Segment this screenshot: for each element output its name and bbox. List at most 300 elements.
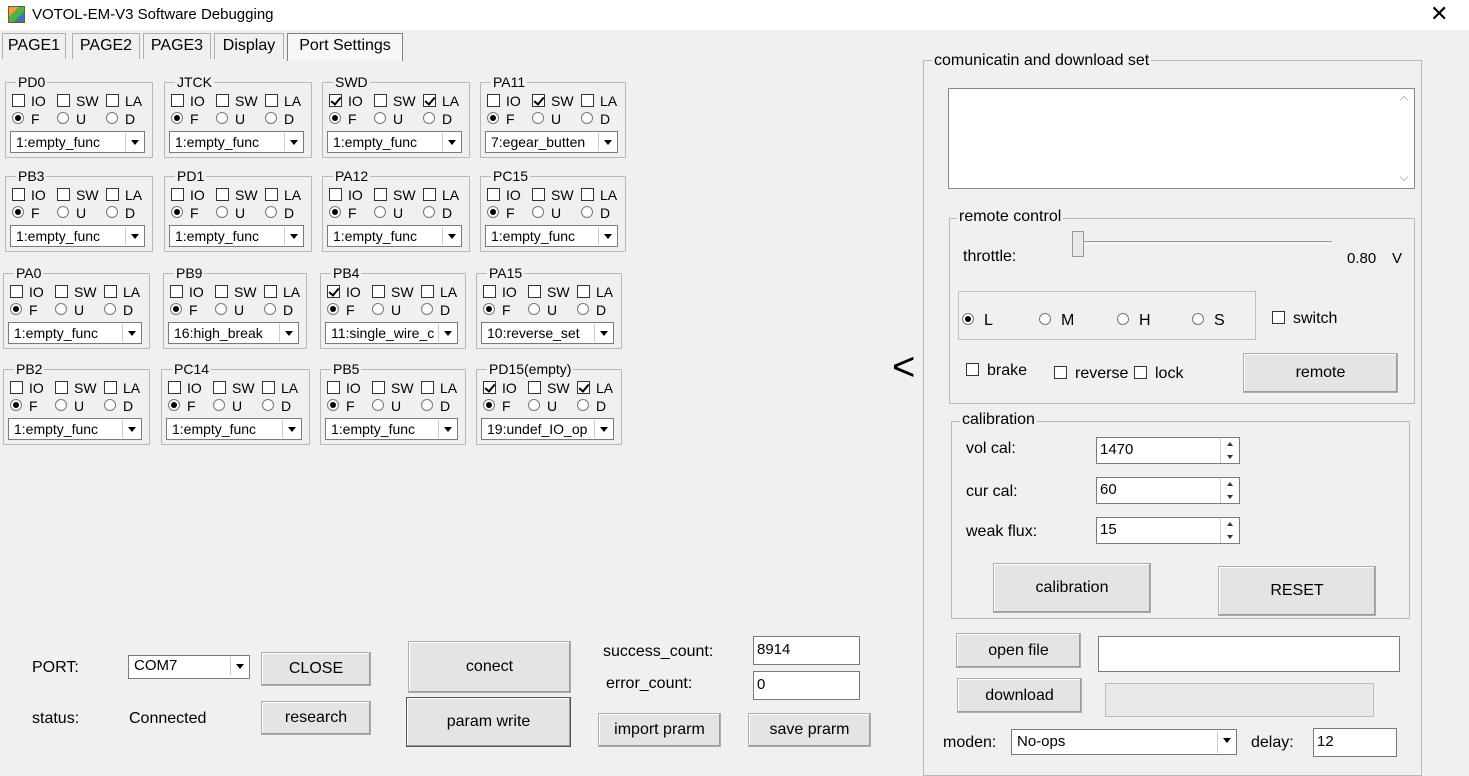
la-checkbox[interactable]	[423, 94, 436, 107]
throttle-label: throttle:	[963, 248, 1017, 265]
open-file-button[interactable]: open file	[956, 633, 1081, 668]
d-mode-label: D	[125, 205, 136, 221]
port-group	[3, 361, 150, 445]
la-checkbox[interactable]	[421, 381, 434, 394]
io-label: IO	[187, 380, 202, 396]
weak-flux-input[interactable]	[1096, 517, 1240, 544]
sw-checkbox[interactable]	[216, 188, 229, 201]
f-radio[interactable]	[10, 399, 22, 411]
u-radio[interactable]	[215, 303, 227, 315]
u-radio[interactable]	[216, 112, 228, 124]
la-checkbox[interactable]	[265, 188, 278, 201]
sw-checkbox[interactable]	[57, 188, 70, 201]
vol-cal-label: vol cal:	[966, 440, 1016, 457]
io-checkbox[interactable]	[10, 381, 23, 394]
comm-panel-title: comunicatin and download set	[934, 52, 1150, 69]
u-mode-label: U	[74, 398, 85, 414]
d-radio[interactable]	[421, 303, 433, 315]
import-param-button[interactable]: import prarm	[598, 713, 721, 747]
sw-checkbox[interactable]	[55, 381, 68, 394]
d-mode-label: D	[600, 205, 611, 221]
la-label: LA	[284, 187, 302, 203]
u-radio[interactable]	[372, 303, 384, 315]
port-group	[480, 168, 626, 252]
io-checkbox[interactable]	[170, 285, 183, 298]
port-group	[320, 361, 466, 445]
d-mode-label: D	[284, 111, 295, 127]
io-checkbox[interactable]	[12, 94, 25, 107]
speed-l-radio[interactable]	[962, 313, 974, 325]
d-radio[interactable]	[265, 112, 277, 124]
port-label: PORT:	[32, 659, 79, 676]
d-radio[interactable]	[423, 206, 435, 218]
sw-checkbox[interactable]	[216, 94, 229, 107]
port-function-select[interactable]	[481, 418, 614, 440]
tab-page1[interactable]: PAGE1	[2, 33, 66, 59]
la-label: LA	[596, 284, 614, 300]
d-radio[interactable]	[421, 399, 433, 411]
la-label: LA	[440, 284, 458, 300]
la-label: LA	[440, 380, 458, 396]
f-radio[interactable]	[327, 303, 339, 315]
port-group	[163, 265, 307, 349]
u-mode-label: U	[232, 398, 243, 414]
port-function-select[interactable]	[325, 418, 458, 440]
la-label: LA	[442, 187, 460, 203]
port-function-select[interactable]	[168, 322, 299, 344]
port-group	[5, 168, 153, 252]
save-param-button[interactable]: save prarm	[748, 713, 871, 747]
cur-cal-spinner[interactable]	[1220, 478, 1239, 503]
tab-display[interactable]: Display	[214, 33, 284, 59]
d-radio[interactable]	[581, 112, 593, 124]
d-mode-label: D	[123, 398, 134, 414]
la-label: LA	[600, 93, 618, 109]
port-group	[164, 74, 312, 158]
u-radio[interactable]	[532, 112, 544, 124]
f-mode-label: F	[29, 398, 38, 414]
io-checkbox[interactable]	[487, 94, 500, 107]
io-label: IO	[506, 93, 521, 109]
speed-s-radio[interactable]	[1192, 313, 1204, 325]
port-name: PA0	[16, 265, 42, 281]
la-checkbox[interactable]	[264, 285, 277, 298]
throttle-slider-track[interactable]	[1074, 241, 1332, 244]
scroll-up-icon[interactable]	[1400, 96, 1408, 104]
io-checkbox[interactable]	[171, 188, 184, 201]
la-label: LA	[596, 380, 614, 396]
port-function-select[interactable]	[10, 225, 145, 247]
d-radio[interactable]	[577, 399, 589, 411]
io-checkbox[interactable]	[329, 188, 342, 201]
lock-checkbox[interactable]	[1134, 366, 1147, 379]
d-radio[interactable]	[104, 399, 116, 411]
u-radio[interactable]	[216, 206, 228, 218]
tab-port-settings[interactable]: Port Settings	[287, 33, 403, 61]
chevron-down-icon[interactable]	[122, 324, 140, 342]
param-write-button[interactable]: param write	[406, 697, 571, 747]
la-label: LA	[281, 380, 299, 396]
sw-checkbox[interactable]	[374, 188, 387, 201]
f-mode-label: F	[506, 205, 515, 221]
u-mode-label: U	[391, 302, 402, 318]
collapse-panel-icon[interactable]: <	[892, 345, 916, 389]
speed-m-label: M	[1061, 312, 1075, 329]
d-mode-label: D	[442, 111, 453, 127]
u-radio[interactable]	[57, 206, 69, 218]
sw-label: SW	[547, 284, 570, 300]
chevron-down-icon[interactable]	[598, 227, 616, 245]
weak-flux-spinner[interactable]	[1220, 518, 1239, 543]
io-checkbox[interactable]	[327, 381, 340, 394]
u-radio[interactable]	[213, 399, 225, 411]
port-group	[476, 361, 622, 445]
chevron-down-icon[interactable]	[230, 657, 248, 675]
la-checkbox[interactable]	[104, 381, 117, 394]
f-radio[interactable]	[170, 303, 182, 315]
port-function-value: 10:reverse_set	[487, 325, 580, 341]
moden-select[interactable]	[1011, 729, 1237, 755]
sw-checkbox[interactable]	[215, 285, 228, 298]
io-label: IO	[348, 187, 363, 203]
d-radio[interactable]	[423, 112, 435, 124]
io-checkbox[interactable]	[483, 285, 496, 298]
io-checkbox[interactable]	[12, 188, 25, 201]
io-label: IO	[502, 380, 517, 396]
chevron-down-icon[interactable]	[594, 324, 612, 342]
sw-checkbox[interactable]	[528, 381, 541, 394]
chevron-down-icon[interactable]	[282, 420, 300, 438]
research-button[interactable]: research	[261, 701, 371, 735]
u-radio[interactable]	[528, 303, 540, 315]
f-radio[interactable]	[12, 112, 24, 124]
u-mode-label: U	[393, 205, 404, 221]
port-name: PB2	[16, 361, 43, 377]
remote-button[interactable]: remote	[1243, 353, 1398, 393]
la-label: LA	[284, 93, 302, 109]
chevron-down-icon[interactable]	[1217, 731, 1235, 753]
port-group	[5, 74, 153, 158]
port-function-value: 1:empty_func	[16, 228, 101, 244]
u-mode-label: U	[76, 205, 87, 221]
port-function-value: 1:empty_func	[175, 134, 260, 150]
f-radio[interactable]	[329, 112, 341, 124]
io-checkbox[interactable]	[329, 94, 342, 107]
port-function-select[interactable]	[481, 322, 614, 344]
brake-label: brake	[987, 362, 1028, 379]
f-radio[interactable]	[329, 206, 341, 218]
cur-cal-value: 60	[1100, 481, 1117, 498]
reset-button[interactable]: RESET	[1218, 566, 1376, 616]
u-mode-label: U	[551, 111, 562, 127]
la-label: LA	[123, 284, 141, 300]
u-mode-label: U	[551, 205, 562, 221]
f-radio[interactable]	[483, 303, 495, 315]
port-name: PA15	[489, 265, 523, 281]
cur-cal-input[interactable]	[1096, 477, 1240, 504]
u-radio[interactable]	[374, 206, 386, 218]
port-function-value: 1:empty_func	[14, 325, 99, 341]
port-name: PD1	[177, 168, 205, 184]
close-icon[interactable]: ✕	[1430, 1, 1449, 26]
port-function-value: 1:empty_func	[333, 134, 418, 150]
scroll-down-icon[interactable]	[1400, 173, 1408, 181]
f-mode-label: F	[190, 205, 199, 221]
d-radio[interactable]	[104, 303, 116, 315]
f-radio[interactable]	[171, 112, 183, 124]
u-radio[interactable]	[55, 399, 67, 411]
success-count-field[interactable]: 8914	[753, 636, 860, 665]
io-label: IO	[31, 187, 46, 203]
port-name: PB5	[333, 361, 360, 377]
d-mode-label: D	[284, 205, 295, 221]
la-checkbox[interactable]	[581, 188, 594, 201]
speed-m-radio[interactable]	[1039, 313, 1051, 325]
sw-checkbox[interactable]	[374, 94, 387, 107]
port-name: PD0	[18, 74, 46, 90]
chevron-down-icon[interactable]	[279, 324, 297, 342]
d-radio[interactable]	[106, 206, 118, 218]
cur-cal-label: cur cal:	[966, 483, 1018, 500]
chevron-down-icon[interactable]	[594, 420, 612, 438]
chevron-down-icon[interactable]	[442, 227, 460, 245]
u-mode-label: U	[74, 302, 85, 318]
la-checkbox[interactable]	[104, 285, 117, 298]
tab-page3[interactable]: PAGE3	[143, 33, 211, 59]
chevron-down-icon[interactable]	[598, 133, 616, 151]
chevron-down-icon[interactable]	[125, 133, 143, 151]
port-function-select[interactable]	[327, 225, 462, 247]
la-label: LA	[442, 93, 460, 109]
d-radio[interactable]	[581, 206, 593, 218]
f-radio[interactable]	[483, 399, 495, 411]
lock-label: lock	[1155, 365, 1184, 382]
d-mode-label: D	[596, 302, 607, 318]
chevron-down-icon[interactable]	[122, 420, 140, 438]
sw-label: SW	[547, 380, 570, 396]
port-function-select[interactable]	[8, 322, 142, 344]
io-checkbox[interactable]	[487, 188, 500, 201]
port-group	[322, 168, 470, 252]
io-checkbox[interactable]	[483, 381, 496, 394]
port-function-select[interactable]	[169, 225, 304, 247]
f-mode-label: F	[31, 111, 40, 127]
f-radio[interactable]	[10, 303, 22, 315]
switch-checkbox[interactable]	[1272, 311, 1285, 324]
chevron-down-icon[interactable]	[442, 133, 460, 151]
throttle-slider-thumb[interactable]	[1072, 231, 1084, 257]
port-name: JTCK	[177, 74, 212, 90]
f-radio[interactable]	[327, 399, 339, 411]
sw-checkbox[interactable]	[55, 285, 68, 298]
port-name: PB4	[333, 265, 360, 281]
u-mode-label: U	[547, 302, 558, 318]
port-function-value: 1:empty_func	[14, 421, 99, 437]
f-radio[interactable]	[171, 206, 183, 218]
port-name: PA11	[493, 74, 526, 90]
f-mode-label: F	[189, 302, 198, 318]
chevron-down-icon[interactable]	[438, 420, 456, 438]
sw-checkbox[interactable]	[372, 285, 385, 298]
port-function-select[interactable]	[485, 131, 618, 153]
port-select-value: COM7	[134, 657, 178, 674]
u-mode-label: U	[235, 205, 246, 221]
moden-label: moden:	[943, 734, 997, 751]
u-mode-label: U	[547, 398, 558, 414]
log-scrollbar[interactable]	[1396, 89, 1414, 188]
download-button[interactable]: download	[957, 678, 1082, 713]
chevron-down-icon[interactable]	[125, 227, 143, 245]
f-mode-label: F	[346, 302, 355, 318]
file-path-field[interactable]	[1098, 636, 1400, 672]
f-radio[interactable]	[487, 206, 499, 218]
port-group	[161, 361, 310, 445]
remote-control-title: remote control	[959, 208, 1062, 225]
port-name: PB3	[18, 168, 45, 184]
la-checkbox[interactable]	[577, 381, 590, 394]
port-select[interactable]	[128, 655, 250, 679]
port-function-value: 1:empty_func	[491, 228, 576, 244]
sw-checkbox[interactable]	[372, 381, 385, 394]
tab-page2[interactable]: PAGE2	[72, 33, 140, 59]
port-function-select[interactable]	[325, 322, 458, 344]
port-function-select[interactable]	[8, 418, 142, 440]
calibration-title: calibration	[962, 411, 1035, 428]
u-radio[interactable]	[528, 399, 540, 411]
io-checkbox[interactable]	[327, 285, 340, 298]
u-radio[interactable]	[374, 112, 386, 124]
la-checkbox[interactable]	[106, 94, 119, 107]
u-radio[interactable]	[532, 206, 544, 218]
vol-cal-spinner[interactable]	[1220, 438, 1239, 463]
sw-label: SW	[76, 93, 99, 109]
d-mode-label: D	[125, 111, 136, 127]
delay-label: delay:	[1251, 734, 1294, 751]
speed-l-label: L	[984, 312, 993, 329]
d-radio[interactable]	[262, 399, 274, 411]
chevron-down-icon[interactable]	[438, 324, 456, 342]
io-checkbox[interactable]	[171, 94, 184, 107]
io-label: IO	[346, 284, 361, 300]
chevron-down-icon[interactable]	[284, 227, 302, 245]
port-function-value: 11:single_wire_c	[331, 325, 435, 341]
sw-checkbox[interactable]	[532, 94, 545, 107]
brake-checkbox[interactable]	[966, 363, 979, 376]
la-checkbox[interactable]	[423, 188, 436, 201]
port-function-select[interactable]	[327, 131, 462, 153]
io-checkbox[interactable]	[168, 381, 181, 394]
f-mode-label: F	[348, 111, 357, 127]
window-title: VOTOL-EM-V3 Software Debugging	[32, 6, 274, 23]
d-mode-label: D	[281, 398, 292, 414]
vol-cal-input[interactable]	[1096, 437, 1240, 464]
sw-checkbox[interactable]	[528, 285, 541, 298]
port-name: PD15(empty)	[489, 361, 572, 377]
port-function-select[interactable]	[485, 225, 618, 247]
port-group	[320, 265, 466, 349]
f-mode-label: F	[502, 398, 511, 414]
d-radio[interactable]	[106, 112, 118, 124]
f-mode-label: F	[29, 302, 38, 318]
la-checkbox[interactable]	[581, 94, 594, 107]
port-name: PA12	[335, 168, 369, 184]
la-checkbox[interactable]	[421, 285, 434, 298]
f-radio[interactable]	[487, 112, 499, 124]
vol-cal-value: 1470	[1100, 441, 1134, 458]
f-mode-label: F	[187, 398, 196, 414]
f-radio[interactable]	[168, 399, 180, 411]
f-radio[interactable]	[12, 206, 24, 218]
sw-label: SW	[551, 187, 574, 203]
la-checkbox[interactable]	[265, 94, 278, 107]
speed-h-label: H	[1139, 312, 1151, 329]
sw-checkbox[interactable]	[532, 188, 545, 201]
io-checkbox[interactable]	[10, 285, 23, 298]
sw-label: SW	[551, 93, 574, 109]
download-progress-bar	[1105, 683, 1374, 717]
la-label: LA	[125, 93, 143, 109]
port-function-select[interactable]	[10, 131, 145, 153]
close-port-button[interactable]: CLOSE	[261, 652, 371, 686]
error-count-field[interactable]: 0	[753, 671, 860, 700]
port-name: PC14	[174, 361, 210, 377]
port-function-select[interactable]	[169, 131, 304, 153]
u-mode-label: U	[76, 111, 87, 127]
f-mode-label: F	[31, 205, 40, 221]
sw-checkbox[interactable]	[57, 94, 70, 107]
u-radio[interactable]	[372, 399, 384, 411]
weak-flux-value: 15	[1100, 521, 1117, 538]
d-mode-label: D	[600, 111, 611, 127]
moden-value: No-ops	[1017, 733, 1066, 750]
success-count-label: success_count:	[603, 643, 714, 660]
port-group	[164, 168, 312, 252]
la-checkbox[interactable]	[262, 381, 275, 394]
status-label: status:	[32, 710, 80, 727]
d-mode-label: D	[596, 398, 607, 414]
connect-button[interactable]: conect	[408, 641, 571, 693]
d-radio[interactable]	[577, 303, 589, 315]
u-radio[interactable]	[55, 303, 67, 315]
delay-input[interactable]: 12	[1313, 728, 1397, 757]
d-mode-label: D	[283, 302, 294, 318]
chevron-down-icon[interactable]	[284, 133, 302, 151]
calibration-button[interactable]: calibration	[993, 563, 1151, 613]
la-label: LA	[600, 187, 618, 203]
sw-checkbox[interactable]	[213, 381, 226, 394]
u-mode-label: U	[393, 111, 404, 127]
d-mode-label: D	[440, 398, 451, 414]
port-function-value: 16:high_break	[174, 325, 263, 341]
reverse-checkbox[interactable]	[1054, 366, 1067, 379]
u-radio[interactable]	[57, 112, 69, 124]
port-function-select[interactable]	[166, 418, 302, 440]
sw-label: SW	[76, 187, 99, 203]
io-label: IO	[190, 93, 205, 109]
la-label: LA	[123, 380, 141, 396]
log-textarea[interactable]	[948, 88, 1415, 189]
la-checkbox[interactable]	[577, 285, 590, 298]
la-checkbox[interactable]	[106, 188, 119, 201]
speed-h-radio[interactable]	[1117, 313, 1129, 325]
port-function-value: 1:empty_func	[333, 228, 418, 244]
speed-s-label: S	[1214, 312, 1225, 329]
port-name: PB9	[176, 265, 203, 281]
io-label: IO	[31, 93, 46, 109]
d-radio[interactable]	[265, 206, 277, 218]
status-value: Connected	[129, 710, 207, 727]
d-radio[interactable]	[264, 303, 276, 315]
